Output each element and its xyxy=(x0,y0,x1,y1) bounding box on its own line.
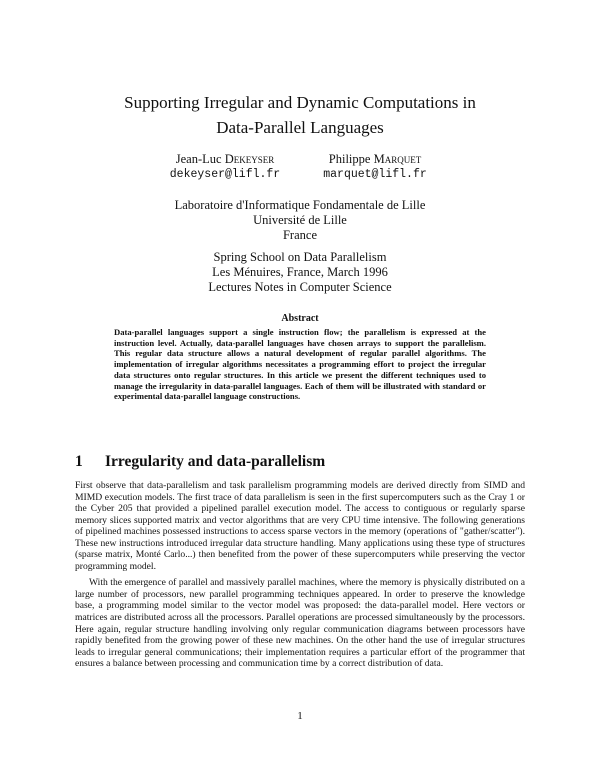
event-line-1: Spring School on Data Parallelism xyxy=(213,250,387,264)
section-heading xyxy=(75,452,525,472)
paper-title xyxy=(60,90,540,140)
paragraph-2: With the emergence of parallel and massively parallel machines, where the memory is physically distributed on a large number of processors, new parallel programming techniques appeared. In order to preserve the knowledge base, a programming model similar to the vector model was proposed: the data-parallel model. Here vectors or matrices are distributed across all the processors. Parallel operations are processed simultaneously by the processors. Here again, regular structure handling involving only regular communication diagrams between processors have rapidly benefited from the growing power of these new machines. On the other hand the use of irregular structures leads to irregular general communications; their implementation requires a particular effort of the programmer that ensures a balance between processing and communication time by a correct distribution of data. xyxy=(75,577,525,670)
affiliation-line-1: Laboratoire d'Informatique Fondamentale de Lille xyxy=(174,198,426,212)
event-info xyxy=(100,250,500,295)
page-number: 1 xyxy=(297,710,303,722)
author-1-email: dekeyser@lifl.fr xyxy=(169,168,281,181)
author-1 xyxy=(150,151,300,183)
affiliation xyxy=(100,198,500,243)
abstract-text: Data-parallel languages support a single instruction flow; the parallelism is expressed at the instruction level. Actually, data-parallel languages have chosen arrays to support the parallelism. This regular data structure allows a natural development of regular parallel algorithms. The implementation of irregular algorithms necessitates a programming effort to project the irregular data structures onto regular structures. In this article we present the different techniques used to manage the irregularity in data-parallel languages. Each of them will be illustrated with standard or experimental data-parallel language constructions. xyxy=(114,327,486,402)
affiliation-line-2: Université de Lille xyxy=(253,213,347,227)
title-line-1: Supporting Irregular and Dynamic Computations in xyxy=(124,93,476,112)
affiliation-line-3: France xyxy=(282,228,317,242)
author-2-email: marquet@lifl.fr xyxy=(323,168,427,181)
author-2 xyxy=(300,151,450,183)
author-1-name: Jean-Luc Dekeyser xyxy=(175,152,275,166)
abstract-heading: Abstract xyxy=(281,313,319,324)
author-2-name: Philippe Marquet xyxy=(328,152,422,166)
title-line-2: Data-Parallel Languages xyxy=(216,118,384,137)
event-line-3: Lectures Notes in Computer Science xyxy=(208,280,392,294)
section-number: 1 xyxy=(75,453,83,470)
paragraph-1: First observe that data-parallelism and task parallelism programming models are derived directly from SIMD and MIMD execution models. The first trace of data parallelism is seen in the first supercomputers such as the Cray 1 or the Cyber 205 that provided a pipelined parallel execution model. The access to contiguous or regularly sparse memory slices supported matrix and vector algorithms that are very CPU time intensive. The following generations of pipelined machines possessed instructions to access sparse vectors in the memory (operations of "gather/scatter"). These new instructions introduced irregular data structure handling. Many applications using these type of structures (sparse matrix, Monté Carlo...) then benefited from the power of these supercomputers while preserving the vector programming model. xyxy=(75,480,525,572)
section-title: Irregularity and data-parallelism xyxy=(105,453,326,470)
event-line-2: Les Ménuires, France, March 1996 xyxy=(212,265,388,279)
body-text xyxy=(75,480,525,675)
